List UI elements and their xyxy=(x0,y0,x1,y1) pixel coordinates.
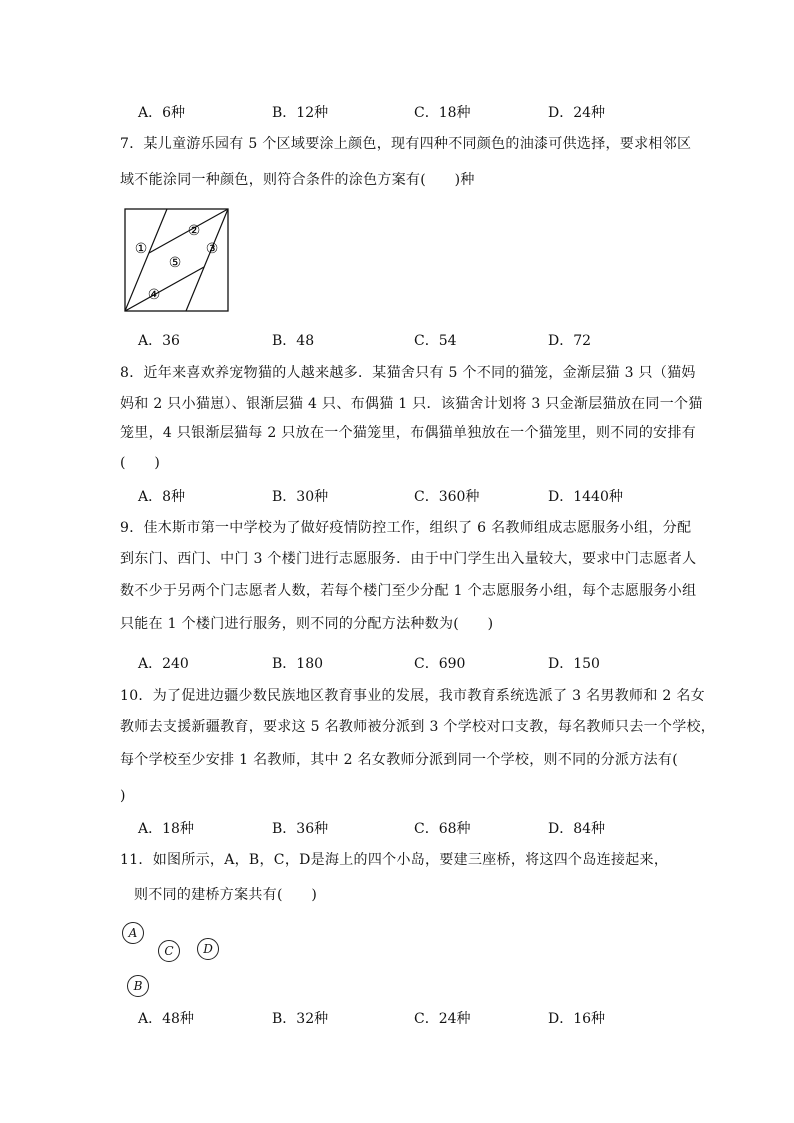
q10-stem-line-3: 每个学校至少安排 1 名教师，其中 2 名女教师分派到同一个学校，则不同的分派方法有( xyxy=(120,752,678,768)
q9-options xyxy=(138,653,658,673)
q10-option-c: C．68种 xyxy=(414,821,471,837)
q6-options xyxy=(138,102,658,122)
q10-options xyxy=(138,818,658,838)
q11-options xyxy=(138,1008,658,1028)
region-3-label: ③ xyxy=(205,241,219,257)
q8-option-b: B．30种 xyxy=(272,489,329,505)
q10-option-d: D．84种 xyxy=(548,821,606,837)
region-4-label: ④ xyxy=(147,287,161,303)
q11-option-b: B．32种 xyxy=(272,1011,329,1027)
q8-option-c: C．360种 xyxy=(414,489,480,505)
region-2-label: ② xyxy=(187,223,201,239)
q11-option-d: D．16种 xyxy=(548,1011,606,1027)
q6-option-d: D．24种 xyxy=(548,105,606,121)
q6-option-c: C．18种 xyxy=(414,105,471,121)
q10-option-b: B．36种 xyxy=(272,821,329,837)
island-a: A xyxy=(122,922,144,944)
island-d: D xyxy=(197,938,219,960)
q9-stem-line-2: 到东门、西门、中门 3 个楼门进行志愿服务．由于中门学生出入量较大，要求中门志愿者人 xyxy=(120,551,697,567)
q10-stem-line-1: 10．为了促进边疆少数民族地区教育事业的发展，我市教育系统选派了 3 名男教师和 2 名女 xyxy=(120,688,705,704)
region-5-label: ⑤ xyxy=(168,255,182,271)
q11-stem-line-2: 则不同的建桥方案共有( ) xyxy=(134,887,318,903)
q8-stem-line-4: ( ) xyxy=(120,455,161,471)
q7-options xyxy=(138,330,658,350)
q10-stem-line-4: ) xyxy=(120,788,126,804)
q8-stem-line-1: 8．近年来喜欢养宠物猫的人越来越多．某猫舍只有 5 个不同的猫笼，金渐层猫 3 只（猫妈 xyxy=(120,365,696,381)
q6-option-a: A．6种 xyxy=(138,105,186,121)
q9-option-c: C．690 xyxy=(414,656,466,672)
q8-options xyxy=(138,486,658,506)
q8-option-a: A．8种 xyxy=(138,489,186,505)
island-c: C xyxy=(158,940,180,962)
region-1-label: ① xyxy=(134,241,148,257)
q7-option-b: B．48 xyxy=(272,333,315,349)
q7-option-a: A．36 xyxy=(138,333,180,349)
q7-region-figure xyxy=(124,208,230,314)
q9-option-a: A．240 xyxy=(138,656,189,672)
q10-option-a: A．18种 xyxy=(138,821,194,837)
q9-stem-line-4: 只能在 1 个楼门进行服务，则不同的分配方法种数为( ) xyxy=(120,616,494,632)
q7-stem-line-2: 域不能涂同一种颜色，则符合条件的涂色方案有( )种 xyxy=(120,172,475,188)
q11-stem-line-1: 11．如图所示，A，B，C，D是海上的四个小岛，要建三座桥，将这四个岛连接起来， xyxy=(120,852,669,868)
q8-option-d: D．1440种 xyxy=(548,489,623,505)
q9-option-b: B．180 xyxy=(272,656,324,672)
q8-stem-line-2: 妈和 2 只小猫崽）、银渐层猫 4 只、布偶猫 1 只．该猫舍计划将 3 只金渐层猫放在同一个猫 xyxy=(120,396,703,412)
q9-stem-line-1: 9．佳木斯市第一中学校为了做好疫情防控工作，组织了 6 名教师组成志愿服务小组，分配 xyxy=(120,520,692,536)
q9-stem-line-3: 数不少于另两个门志愿者人数，若每个楼门至少分配 1 个志愿服务小组，每个志愿服务小组 xyxy=(120,583,697,599)
q10-stem-line-2: 教师去支援新疆教育，要求这 5 名教师被分派到 3 个学校对口支教，每名教师只去一个学校， xyxy=(120,719,716,735)
q11-option-a: A．48种 xyxy=(138,1011,194,1027)
island-b: B xyxy=(127,975,149,997)
q7-option-d: D．72 xyxy=(548,333,592,349)
q7-stem-line-1: 7．某儿童游乐园有 5 个区域要涂上颜色，现有四种不同颜色的油漆可供选择，要求相邻区 xyxy=(120,136,692,152)
q9-option-d: D．150 xyxy=(548,656,600,672)
q7-option-c: C．54 xyxy=(414,333,457,349)
q6-option-b: B．12种 xyxy=(272,105,329,121)
q8-stem-line-3: 笼里，4 只银渐层猫每 2 只放在一个猫笼里，布偶猫单独放在一个猫笼里，则不同的安排有 xyxy=(120,425,697,441)
q11-option-c: C．24种 xyxy=(414,1011,471,1027)
